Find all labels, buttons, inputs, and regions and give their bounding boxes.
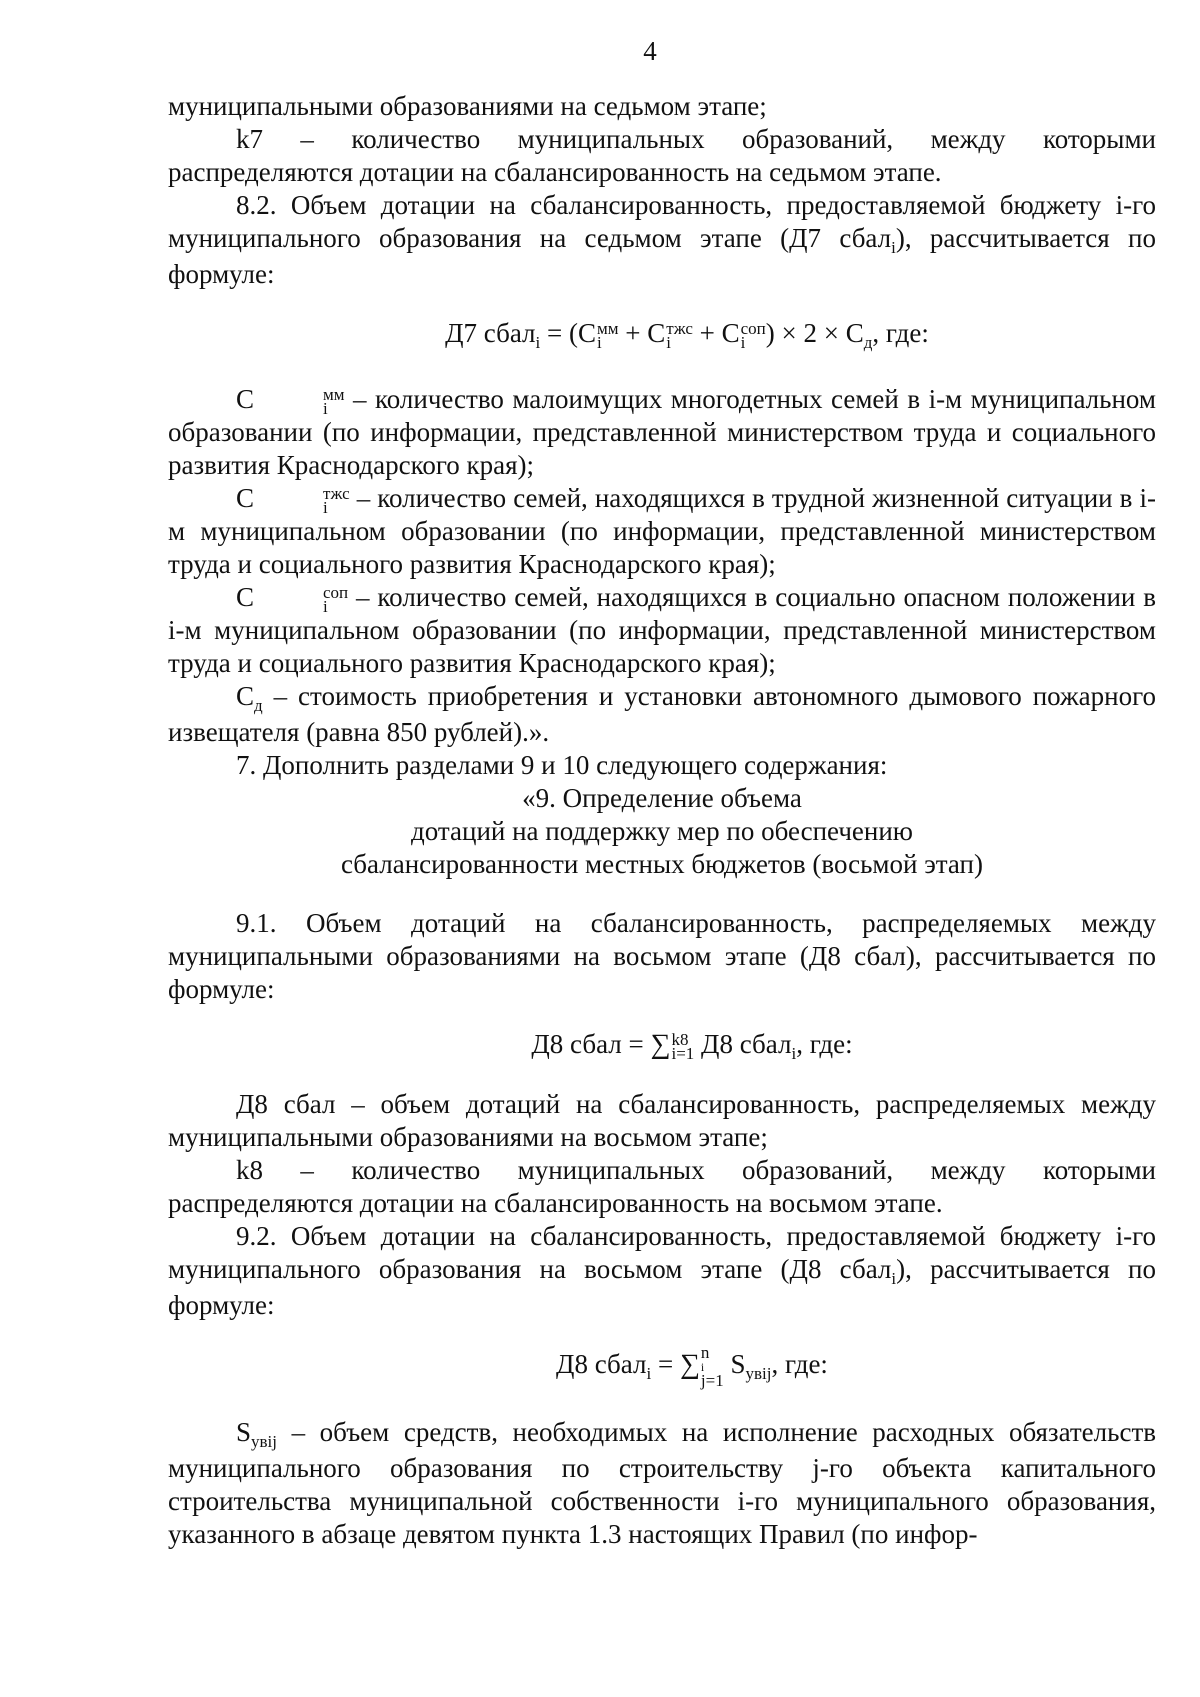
paragraph-k7: k7 – количество муниципальных образований, между которыми распределяются дотации на сбалансированность на седьмом этапе. — [168, 124, 1156, 187]
superscript: k8 — [671, 1029, 689, 1049]
subscript-i: i — [666, 332, 671, 352]
index-pair — [255, 582, 349, 616]
symbol: С — [236, 582, 255, 612]
definition-s — [168, 1416, 1156, 1551]
formula-text: = — [651, 1349, 680, 1380]
formula-text: Д8 сбал = — [531, 1029, 651, 1059]
index-pair — [671, 1029, 695, 1063]
definition-text: – количество семей, находящихся в социально опасном положении в i-м муниципальном образовании (по информации, представленной министерством труда и социального развития Краснодарского края); — [168, 582, 1156, 678]
formula-text: + С — [692, 318, 740, 348]
formula-text: S — [723, 1349, 746, 1380]
paragraph-text: ), рассчитывается по формуле: — [168, 1254, 1156, 1320]
paragraph-d8: Д8 сбал – объем дотаций на сбалансированность, распределяемых между муниципальными образованиями на восьмом этапе; — [168, 1089, 1156, 1152]
subscript-i: i — [791, 1044, 797, 1063]
superscript: соп — [323, 582, 349, 602]
paragraph-text: 8.2. Объем дотации на сбалансированность, предоставляемой бюджету i-го муниципального образования на седьмом этапе (Д7 сбал — [168, 190, 1156, 253]
superscript: тжс — [666, 318, 693, 338]
index-pair — [666, 318, 693, 352]
formula-text: , где: — [872, 318, 929, 348]
superscript: тжс — [323, 483, 350, 503]
subscript-i: i — [535, 333, 541, 352]
paragraph-9-1: 9.1. Объем дотаций на сбалансированность, распределяемых между муниципальными образованиями на восьмом этапе (Д8 сбал), рассчитывается по формуле: — [168, 908, 1156, 1004]
definition-text: – количество семей, находящихся в трудной жизненной ситуации в i-м муниципальном образовании (по информации, представленной министерством труда и социального развития Краснодарского края); — [168, 483, 1156, 579]
page-number: 4 — [643, 36, 657, 66]
subscript-i: i — [891, 1269, 897, 1288]
sum-symbol: ∑ — [679, 1349, 700, 1381]
superscript: соп — [740, 318, 766, 338]
formula-text: , где: — [796, 1029, 853, 1059]
index-pair — [255, 384, 345, 418]
definition-tzhs — [168, 482, 1156, 581]
heading-line: «9. Определение объема — [522, 783, 802, 813]
formula-text: , где: — [771, 1349, 828, 1380]
paragraph-9-2 — [168, 1220, 1156, 1322]
subscript: i=1 — [671, 1043, 695, 1063]
subscript-i: i — [891, 238, 896, 257]
paragraph-7: 7. Дополнить разделами 9 и 10 следующего содержания: — [236, 750, 888, 780]
definition-d — [168, 680, 1156, 749]
superscript — [700, 1343, 724, 1374]
paragraph-text: ), рассчитывается по формуле: — [168, 223, 1156, 289]
section-heading-9 — [168, 782, 1156, 881]
subscript: увij — [251, 1432, 278, 1451]
definition-sop — [168, 581, 1156, 680]
subscript-i: i — [323, 497, 328, 517]
paragraph-k8: k8 – количество муниципальных образований, между которыми распределяются дотации на сбалансированность на восьмом этапе. — [168, 1155, 1156, 1218]
index-pair — [597, 318, 619, 352]
subscript-i: i — [597, 332, 602, 352]
formula-text: = (С — [540, 318, 596, 348]
subscript-i: i — [700, 1360, 705, 1374]
definition-text: – стоимость приобретения и установки автономного дымового пожарного извещателя (равна 850 рублей).». — [168, 681, 1156, 747]
definition-text: – объем средств, необходимых на исполнение расходных обязательств муниципального образования по строительству j-го объекта капитального строительства муниципальной собственности i-го муниципального образования, указанного в абзаце девятом пункта 1.3 настоящих Правил (по инфор- — [168, 1417, 1156, 1549]
document-body — [168, 90, 1156, 1551]
heading-line: дотаций на поддержку мер по обеспечению — [411, 816, 913, 846]
subscript-i: i — [323, 398, 328, 418]
formula-text: + С — [618, 318, 666, 348]
heading-line: сбалансированности местных бюджетов (восьмой этап) — [340, 849, 983, 879]
symbol: С — [236, 681, 255, 711]
superscript: мм — [323, 384, 345, 404]
formula-text: ) × 2 × С — [765, 318, 864, 348]
symbol: С — [236, 384, 255, 414]
subscript-i: i — [740, 332, 746, 352]
subscript-i: i — [323, 596, 328, 616]
subscript: j=1 — [700, 1371, 724, 1390]
superscript: мм — [597, 318, 619, 338]
paragraph-text: 9.2. Объем дотации на сбалансированность, предоставляемой бюджету i-го муниципального образования на восьмом этапе (Д8 сбал — [168, 1221, 1156, 1284]
formula-d7 — [168, 317, 1156, 353]
paragraph-8-2 — [168, 189, 1156, 291]
index-pair — [700, 1343, 724, 1390]
superscript-n: n — [700, 1343, 710, 1362]
index-pair — [740, 318, 766, 352]
symbol: S — [236, 1417, 252, 1447]
subscript: д — [254, 696, 263, 715]
formula-text: Д8 сбал — [556, 1349, 647, 1380]
symbol: С — [236, 483, 255, 513]
sum-symbol: ∑ — [650, 1029, 671, 1060]
subscript: д — [863, 333, 873, 352]
formula-d8-sum — [168, 1028, 1156, 1064]
paragraph: муниципальными образованиями на седьмом этапе; — [168, 91, 767, 121]
index-pair — [255, 483, 350, 517]
subscript: увij — [745, 1364, 772, 1384]
definition-text: – количество малоимущих многодетных семей в i-м муниципальном образовании (по информации, представленной министерством труда и социального развития Краснодарского края); — [168, 384, 1156, 480]
formula-d8-i — [168, 1343, 1156, 1390]
formula-text: Д8 сбал — [694, 1029, 792, 1059]
definition-mm — [168, 383, 1156, 482]
subscript-i: i — [646, 1364, 652, 1384]
formula-text: Д7 сбал — [445, 318, 536, 348]
